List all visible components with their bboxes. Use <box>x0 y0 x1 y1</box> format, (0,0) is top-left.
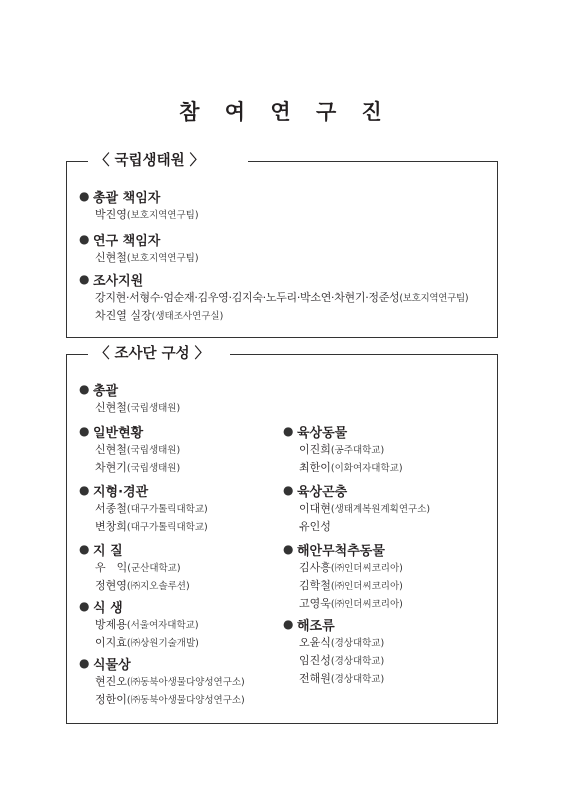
member-line: 방제용(서울여자대학교) <box>95 618 199 631</box>
member-line: 현진오(㈜동북아생물다양성연구소) <box>95 675 245 688</box>
nie-group-support <box>79 269 468 325</box>
bullet-icon: ● <box>283 483 294 497</box>
member-line: 고영욱(㈜인더씨코리아) <box>299 597 403 610</box>
team-group-coastal-invertebrates <box>283 539 403 613</box>
page-title: 참 여 연 구 진 <box>179 100 391 124</box>
member-line: 김사흥(㈜인더씨코리아) <box>299 561 403 574</box>
bullet-icon: ● <box>79 483 90 497</box>
group-label: 해안무척추동물 <box>297 543 385 559</box>
team-group-land-insects <box>283 480 430 536</box>
team-group-vegetation <box>79 596 199 652</box>
bullet-icon: ● <box>79 599 90 613</box>
member-line: 박진영(보호지역연구팀) <box>95 208 199 221</box>
group-label: 총괄 책임자 <box>93 190 161 206</box>
box-border-top-left <box>66 354 88 355</box>
bullet-icon: ● <box>79 656 90 670</box>
group-label: 지 질 <box>93 543 123 559</box>
box-border-top-right <box>230 354 498 355</box>
group-label: 식 생 <box>93 600 123 616</box>
nie-group-director <box>79 186 199 224</box>
member-line: 신현철(국립생태원) <box>95 443 181 456</box>
member-line: 신현철(보호지역연구팀) <box>95 251 199 264</box>
member-line: 이대현(생태계복원계획연구소) <box>299 502 431 515</box>
member-line: 김학철(㈜인더씨코리아) <box>299 579 403 592</box>
bullet-icon: ● <box>79 189 90 203</box>
member-line: 유인성 <box>299 520 331 533</box>
bullet-icon: ● <box>79 232 90 246</box>
bullet-icon: ● <box>79 382 90 396</box>
team-section-box <box>66 346 498 724</box>
team-group-seaweed <box>283 614 384 688</box>
team-group-general <box>79 379 180 417</box>
team-group-flora <box>79 653 245 709</box>
nie-section-title: 〈 국립생태원 〉 <box>89 150 210 172</box>
member-line: 정현영(㈜지오솔루션) <box>95 579 190 592</box>
member-line: 신현철(국립생태원) <box>95 401 181 414</box>
group-label: 식물상 <box>93 657 131 673</box>
member-line: 최한이(이화여자대학교) <box>299 461 403 474</box>
bullet-icon: ● <box>79 542 90 556</box>
member-line: 오윤식(경상대학교) <box>299 636 385 649</box>
member-line: 차현기(국립생태원) <box>95 461 181 474</box>
member-line: 차진열 실장(생태조사연구실) <box>95 309 224 322</box>
group-label: 지형·경관 <box>93 484 149 500</box>
bullet-icon: ● <box>79 424 90 438</box>
group-label: 육상동물 <box>297 425 348 441</box>
member-line: 정한이(㈜동북아생물다양성연구소) <box>95 693 245 706</box>
member-line: 우 익(군산대학교) <box>95 561 181 574</box>
member-line: 변창희(대구가톨릭대학교) <box>95 520 208 533</box>
member-line: 전해원(경상대학교) <box>299 672 385 685</box>
member-line: 임진성(경상대학교) <box>299 654 385 667</box>
group-label: 해조류 <box>297 618 335 634</box>
group-label: 조사지원 <box>93 273 144 289</box>
bullet-icon: ● <box>283 424 294 438</box>
group-label: 일반현황 <box>93 425 144 441</box>
bullet-icon: ● <box>283 617 294 631</box>
group-label: 육상곤충 <box>297 484 348 500</box>
member-line: 강지현·서형수·엄순재·김우영·김지숙·노두리·박소연·차현기·정준성(보호지역연구팀) <box>95 291 469 304</box>
team-group-geology <box>79 539 190 595</box>
box-border-top-left <box>66 161 88 162</box>
box-border-top-right <box>248 161 498 162</box>
team-group-landscape <box>79 480 208 536</box>
team-group-land-animals <box>283 421 403 477</box>
group-label: 연구 책임자 <box>93 233 161 249</box>
nie-section-box <box>66 153 498 338</box>
group-label: 총괄 <box>93 383 119 399</box>
member-line: 이진희(공주대학교) <box>299 443 385 456</box>
team-section-title: 〈 조사단 구성 〉 <box>89 343 215 365</box>
member-line: 서종철(대구가톨릭대학교) <box>95 502 208 515</box>
nie-group-lead <box>79 229 199 267</box>
member-line: 이지효(㈜상원기술개발) <box>95 636 199 649</box>
bullet-icon: ● <box>79 272 90 286</box>
bullet-icon: ● <box>283 542 294 556</box>
team-group-overview <box>79 421 180 477</box>
